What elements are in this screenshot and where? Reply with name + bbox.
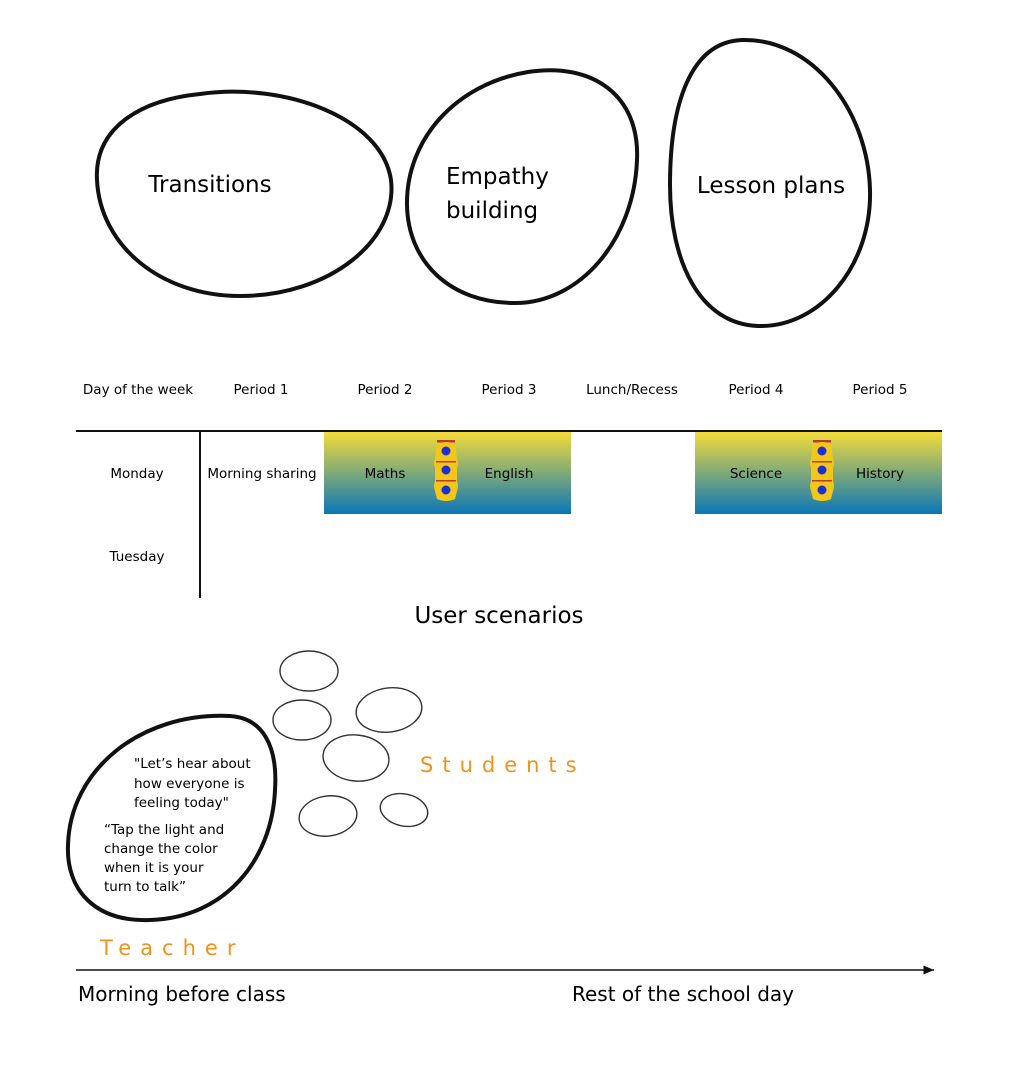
quote-2-line-2: change the color — [104, 841, 218, 857]
quote-1-line-1: "Let’s hear about — [134, 756, 251, 772]
header-period-1: Period 1 — [233, 382, 289, 398]
header-period-2: Period 2 — [357, 382, 413, 398]
teacher-quote-1 — [134, 756, 251, 811]
timetable-header — [83, 382, 908, 398]
header-lunch: Lunch/Recess — [586, 382, 678, 398]
student-stone — [296, 792, 359, 840]
timeline-start-label: Morning before class — [78, 982, 286, 1006]
students-label: Students — [420, 753, 586, 777]
light-device-icon — [434, 440, 458, 501]
cell-history: History — [855, 466, 905, 482]
teacher-quote-2 — [104, 822, 224, 895]
students-group — [273, 651, 431, 840]
timeline-end-label: Rest of the school day — [572, 982, 795, 1006]
quote-2-line-3: when it is your — [104, 860, 204, 876]
scenario-title: User scenarios — [414, 603, 584, 629]
empathy-label-line1: Empathy — [446, 164, 549, 190]
quote-2-line-1: “Tap the light and — [104, 822, 225, 838]
lesson-plans-label: Lesson plans — [696, 173, 846, 199]
quote-2-line-4: turn to talk” — [104, 879, 186, 895]
cell-english: English — [484, 466, 534, 482]
header-period-5: Period 5 — [852, 382, 908, 398]
student-stone — [280, 651, 338, 691]
empathy-label-line2: building — [446, 198, 539, 224]
header-period-3: Period 3 — [481, 382, 537, 398]
row-day-tuesday: Tuesday — [109, 549, 165, 565]
student-stone — [353, 684, 424, 737]
cell-morning-sharing: Morning sharing — [207, 466, 317, 482]
header-period-4: Period 4 — [728, 382, 784, 398]
row-day-monday: Monday — [110, 466, 164, 482]
header-day: Day of the week — [82, 382, 194, 398]
cell-maths: Maths — [364, 466, 406, 482]
cell-science: Science — [729, 466, 783, 482]
student-stone — [377, 789, 431, 830]
teacher-label: Teacher — [100, 936, 245, 960]
light-device-icon — [810, 440, 834, 501]
student-stone — [321, 732, 391, 785]
transitions-label: Transitions — [148, 172, 272, 198]
student-stone — [273, 700, 331, 740]
quote-1-line-2: how everyone is — [134, 776, 245, 792]
quote-1-line-3: feeling today" — [134, 795, 229, 811]
